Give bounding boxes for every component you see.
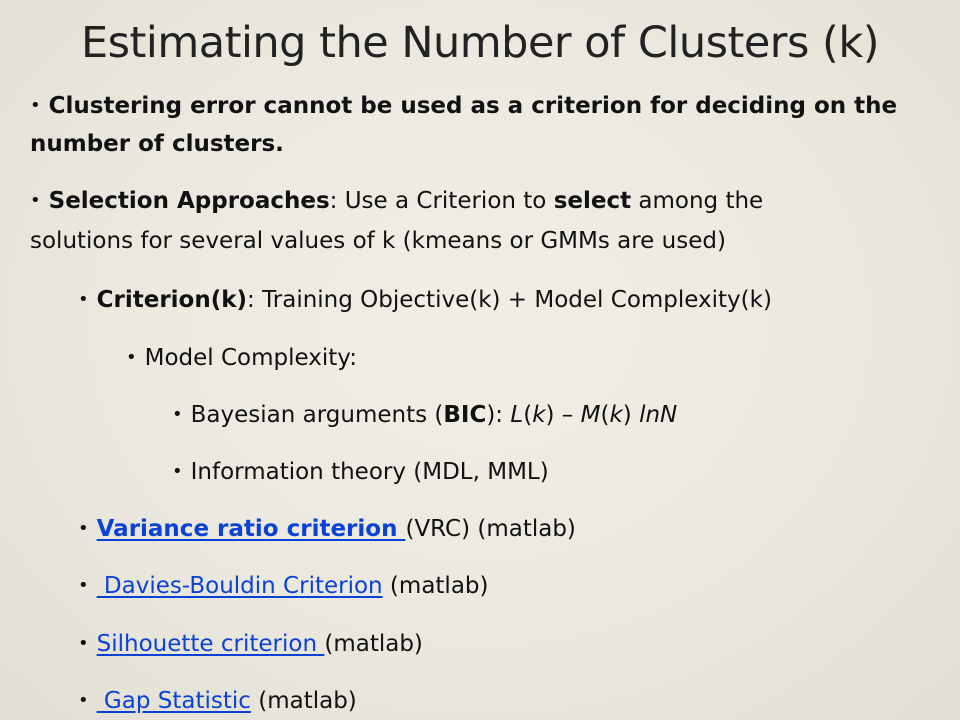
bullet-dot: • — [78, 518, 89, 539]
bullet-text: Information theory (MDL, MML) — [190, 459, 549, 485]
formula-symbol: k — [609, 402, 623, 428]
silhouette-criterion-link[interactable]: Silhouette criterion — [96, 631, 325, 657]
bullet-gap-statistic — [78, 686, 357, 716]
bullet-dot: • — [126, 347, 137, 368]
variance-ratio-criterion-link[interactable]: Variance ratio criterion — [96, 516, 406, 542]
bullet-text: : Use a Criterion to — [329, 188, 554, 214]
bold-term: Criterion(k) — [96, 287, 248, 313]
bullet-text: Clustering error cannot be used as a criterion for deciding on the — [48, 93, 898, 119]
bullet-selection-approaches-cont — [30, 226, 726, 256]
slide-title: Estimating the Number of Clusters (k) — [80, 18, 880, 68]
bullet-text: among the — [631, 188, 764, 214]
bullet-text: (matlab) — [324, 631, 423, 657]
bullet-dot: • — [78, 633, 89, 654]
gap-statistic-link[interactable]: Gap Statistic — [96, 688, 251, 714]
bullet-clustering-error-cont — [30, 129, 284, 159]
bullet-dot: • — [78, 575, 89, 596]
bullet-text: (matlab) — [382, 573, 489, 599]
bullet-bic — [172, 400, 677, 430]
bullet-clustering-error — [30, 91, 897, 121]
bullet-criterion — [78, 285, 772, 315]
bullet-dot: • — [172, 461, 183, 482]
davies-bouldin-criterion-link[interactable]: Davies-Bouldin Criterion — [96, 573, 383, 599]
bullet-text: : Training Objective(k) + Model Complexity(k) — [247, 287, 772, 313]
bullet-silhouette — [78, 629, 423, 659]
formula-symbol: ) — [622, 402, 640, 428]
bold-term: select — [553, 188, 632, 214]
formula-symbol: M — [580, 402, 601, 428]
bullet-text: Model Complexity: — [144, 345, 357, 371]
formula-symbol: k — [532, 402, 546, 428]
bullet-dot: • — [78, 690, 89, 711]
bold-term: Selection Approaches — [48, 188, 330, 214]
bullet-dot: • — [78, 289, 89, 310]
bold-term: BIC — [443, 402, 487, 428]
bullet-text: number of clusters. — [30, 131, 284, 157]
bullet-text: (matlab) — [250, 688, 357, 714]
formula-symbol: L — [510, 402, 524, 428]
bullet-model-complexity — [126, 343, 357, 373]
formula-symbol: ( — [600, 402, 610, 428]
bullet-dot: • — [30, 95, 41, 116]
formula-symbol: lnN — [639, 402, 678, 428]
bullet-text: ): — [486, 402, 511, 428]
formula-symbol: ) – — [545, 402, 581, 428]
bullet-text: (VRC) (matlab) — [405, 516, 576, 542]
bullet-dot: • — [30, 190, 41, 211]
bullet-davies-bouldin — [78, 571, 488, 601]
bullet-vrc — [78, 514, 576, 544]
bullet-dot: • — [172, 404, 183, 425]
bullet-text: solutions for several values of k (kmeans or GMMs are used) — [30, 228, 726, 254]
formula-symbol: ( — [523, 402, 533, 428]
bullet-selection-approaches — [30, 186, 763, 216]
bullet-text: Bayesian arguments ( — [190, 402, 444, 428]
bullet-information-theory — [172, 457, 549, 487]
